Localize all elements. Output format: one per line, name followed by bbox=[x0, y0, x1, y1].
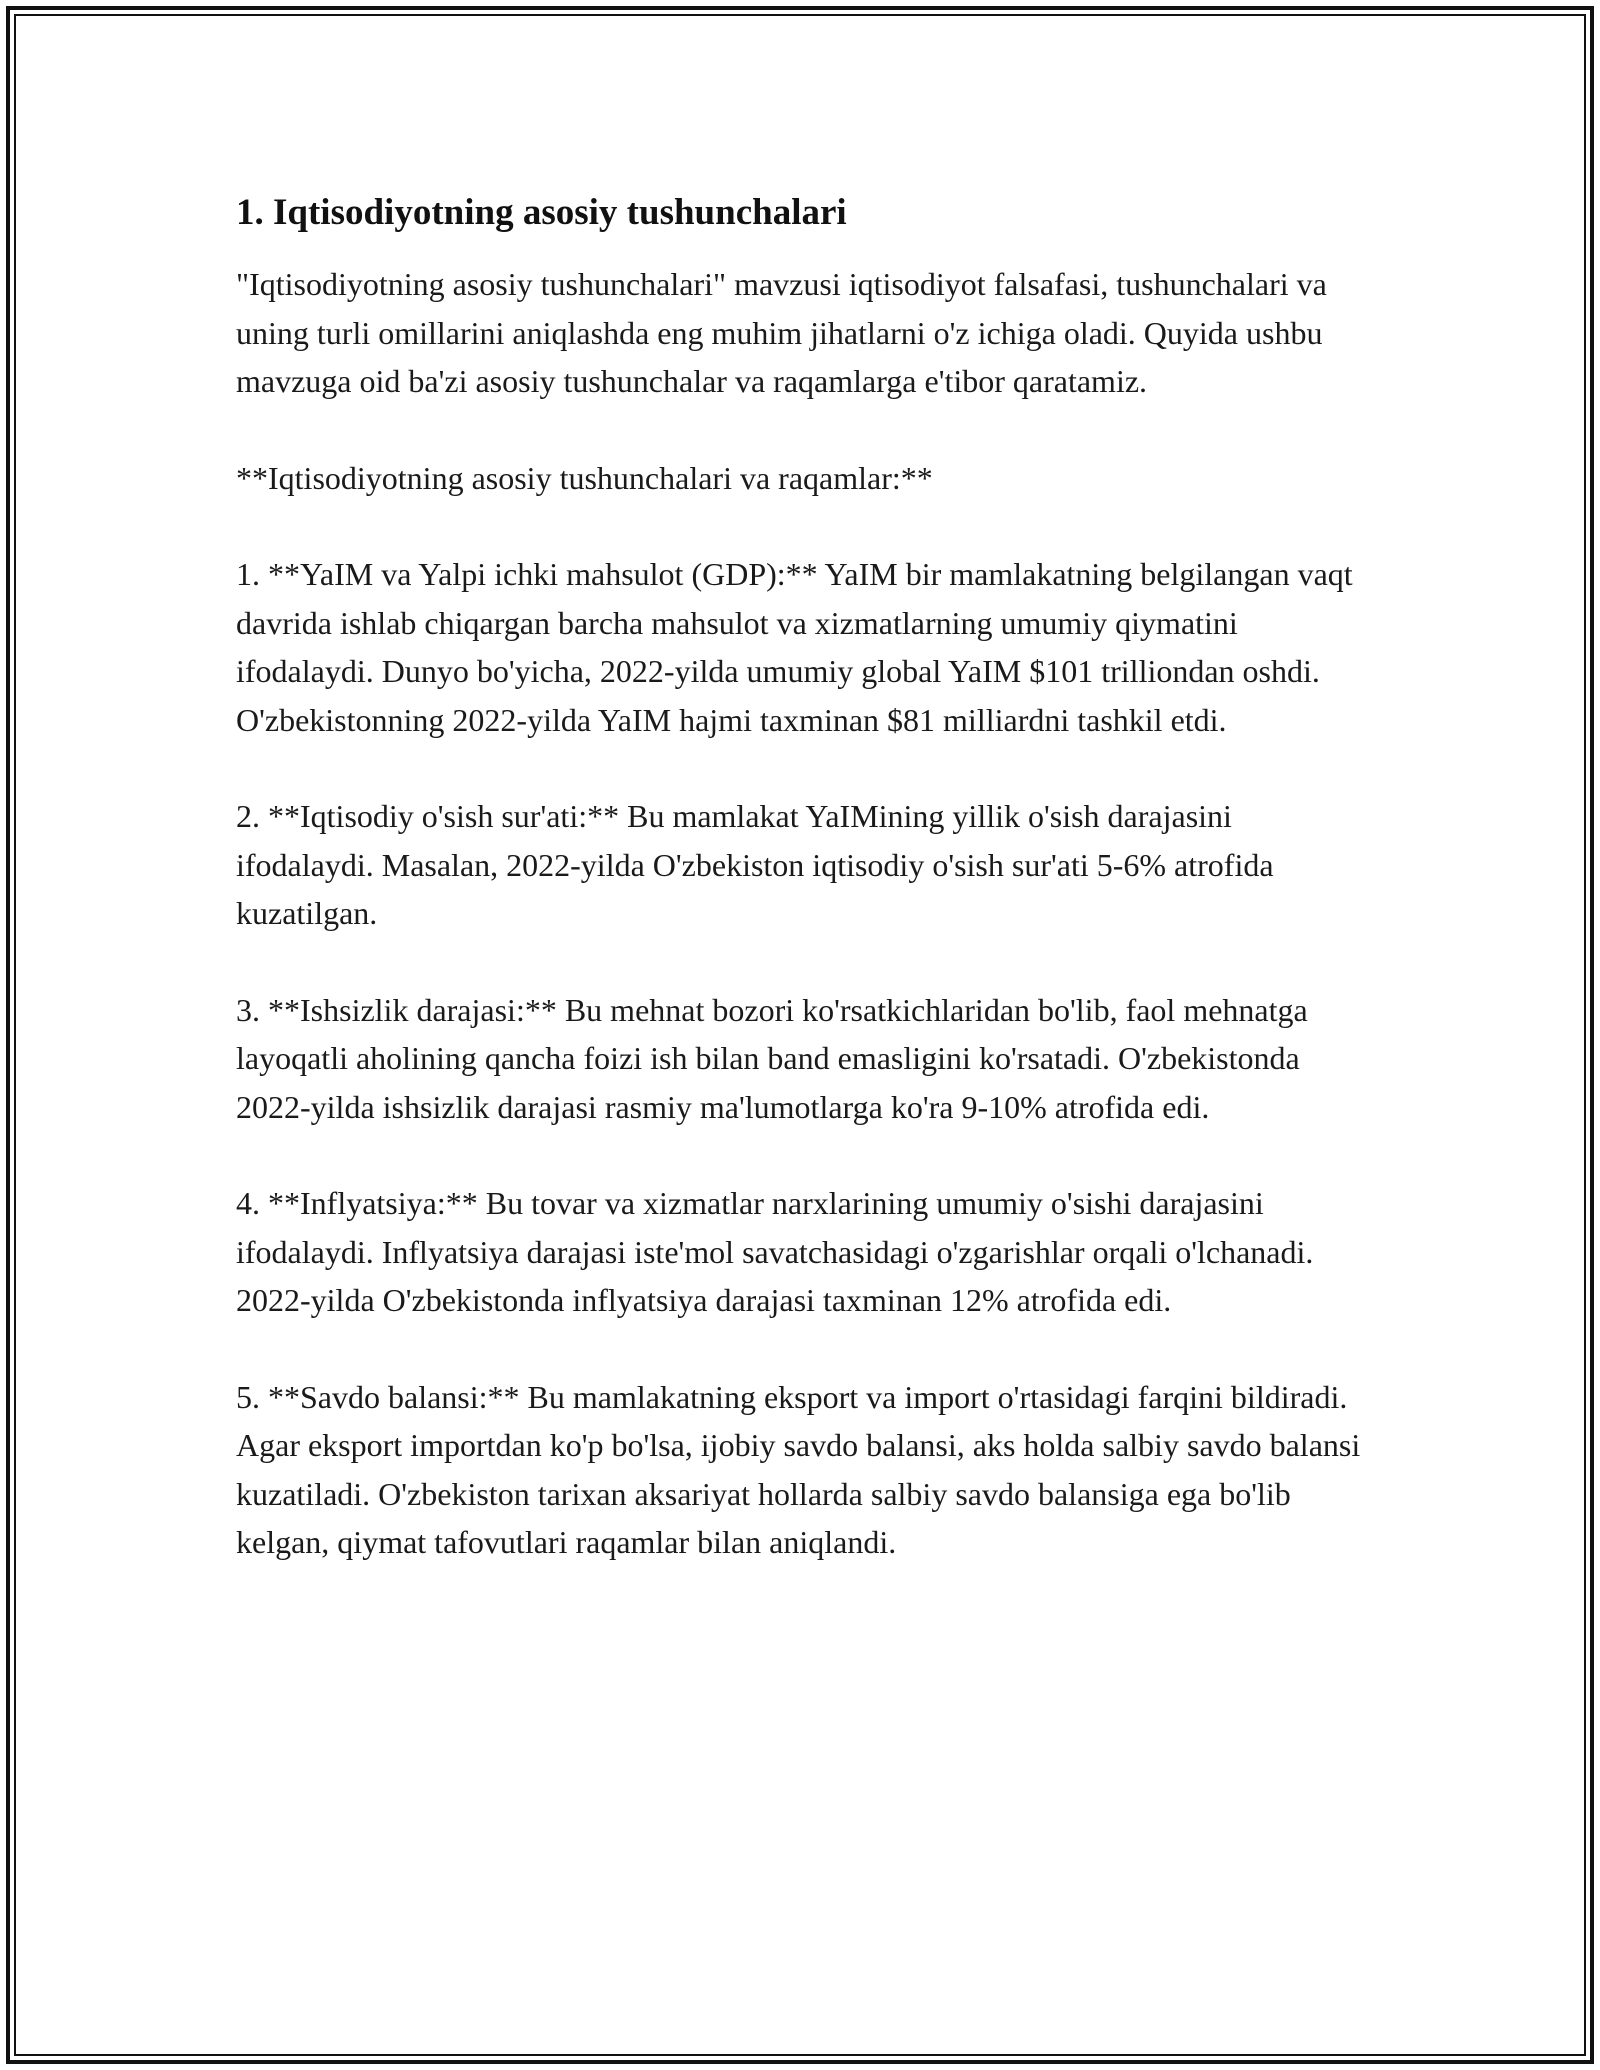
intro-paragraph: "Iqtisodiyotning asosiy tushunchalari" mavzusi iqtisodiyot falsafasi, tushunchalari va uning turli omillarini aniqlashda eng muhim jihatlarni o'z ichiga oladi. Quyida ushbu mavzuga oid ba'zi asosiy tushunchalar va raqamlarga e'tibor qaratamiz. bbox=[236, 266, 1327, 399]
list-item-unemployment: 3. **Ishsizlik darajasi:** Bu mehnat bozori ko'rsatkichlaridan bo'lib, faol mehnatga layoqatli aholining qancha foizi ish bilan band emasligini ko'rsatadi. O'zbekistonda 2022-yilda ishsizlik darajasi rasmiy ma'lumotlarga ko'ra 9-10% atrofida edi. bbox=[236, 991, 1308, 1125]
section-heading-paragraph: **Iqtisodiyotning asosiy tushunchalari va raqamlar:** bbox=[236, 459, 933, 496]
list-item-growth-rate: 2. **Iqtisodiy o'sish sur'ati:** Bu mamlakat YaIMining yillik o'sish darajasini ifodalaydi. Masalan, 2022-yilda O'zbekiston iqtisodiy o'sish sur'ati 5-6% atrofida kuzatilgan. bbox=[236, 798, 1274, 931]
document-body bbox=[236, 188, 1376, 1615]
list-item-trade-balance: 5. **Savdo balansi:** Bu mamlakatning eksport va import o'rtasidagi farqini bildiradi. Agar eksport importdan ko'p bo'lsa, ijobiy savdo balansi, aks holda salbiy savdo balansi kuzatiladi. O'zbekiston tarixan aksariyat hollarda salbiy savdo balansiga ega bo'lib kelgan, qiymat tafovutlari raqamlar bilan aniqlandi. bbox=[236, 1378, 1361, 1560]
list-item-inflation: 4. **Inflyatsiya:** Bu tovar va xizmatlar narxlarining umumiy o'sishi darajasini ifodalaydi. Inflyatsiya darajasi iste'mol savatchasidagi o'zgarishlar orqali o'lchanadi. 2022-yilda O'zbekistonda inflyatsiya darajasi taxminan 12% atrofida edi. bbox=[236, 1185, 1314, 1318]
document-title: 1. Iqtisodiyotning asosiy tushunchalari bbox=[236, 192, 847, 233]
list-item-gdp: 1. **YaIM va Yalpi ichki mahsulot (GDP):** YaIM bir mamlakatning belgilangan vaqt davrida ishlab chiqargan barcha mahsulot va xizmatlarning umumiy qiymatini ifodalaydi. Dunyo bo'yicha, 2022-yilda umumiy global YaIM $101 trilliondan oshdi. O'zbekistonning 2022-yilda YaIM hajmi taxminan $81 milliardni tashkil etdi. bbox=[236, 556, 1353, 738]
